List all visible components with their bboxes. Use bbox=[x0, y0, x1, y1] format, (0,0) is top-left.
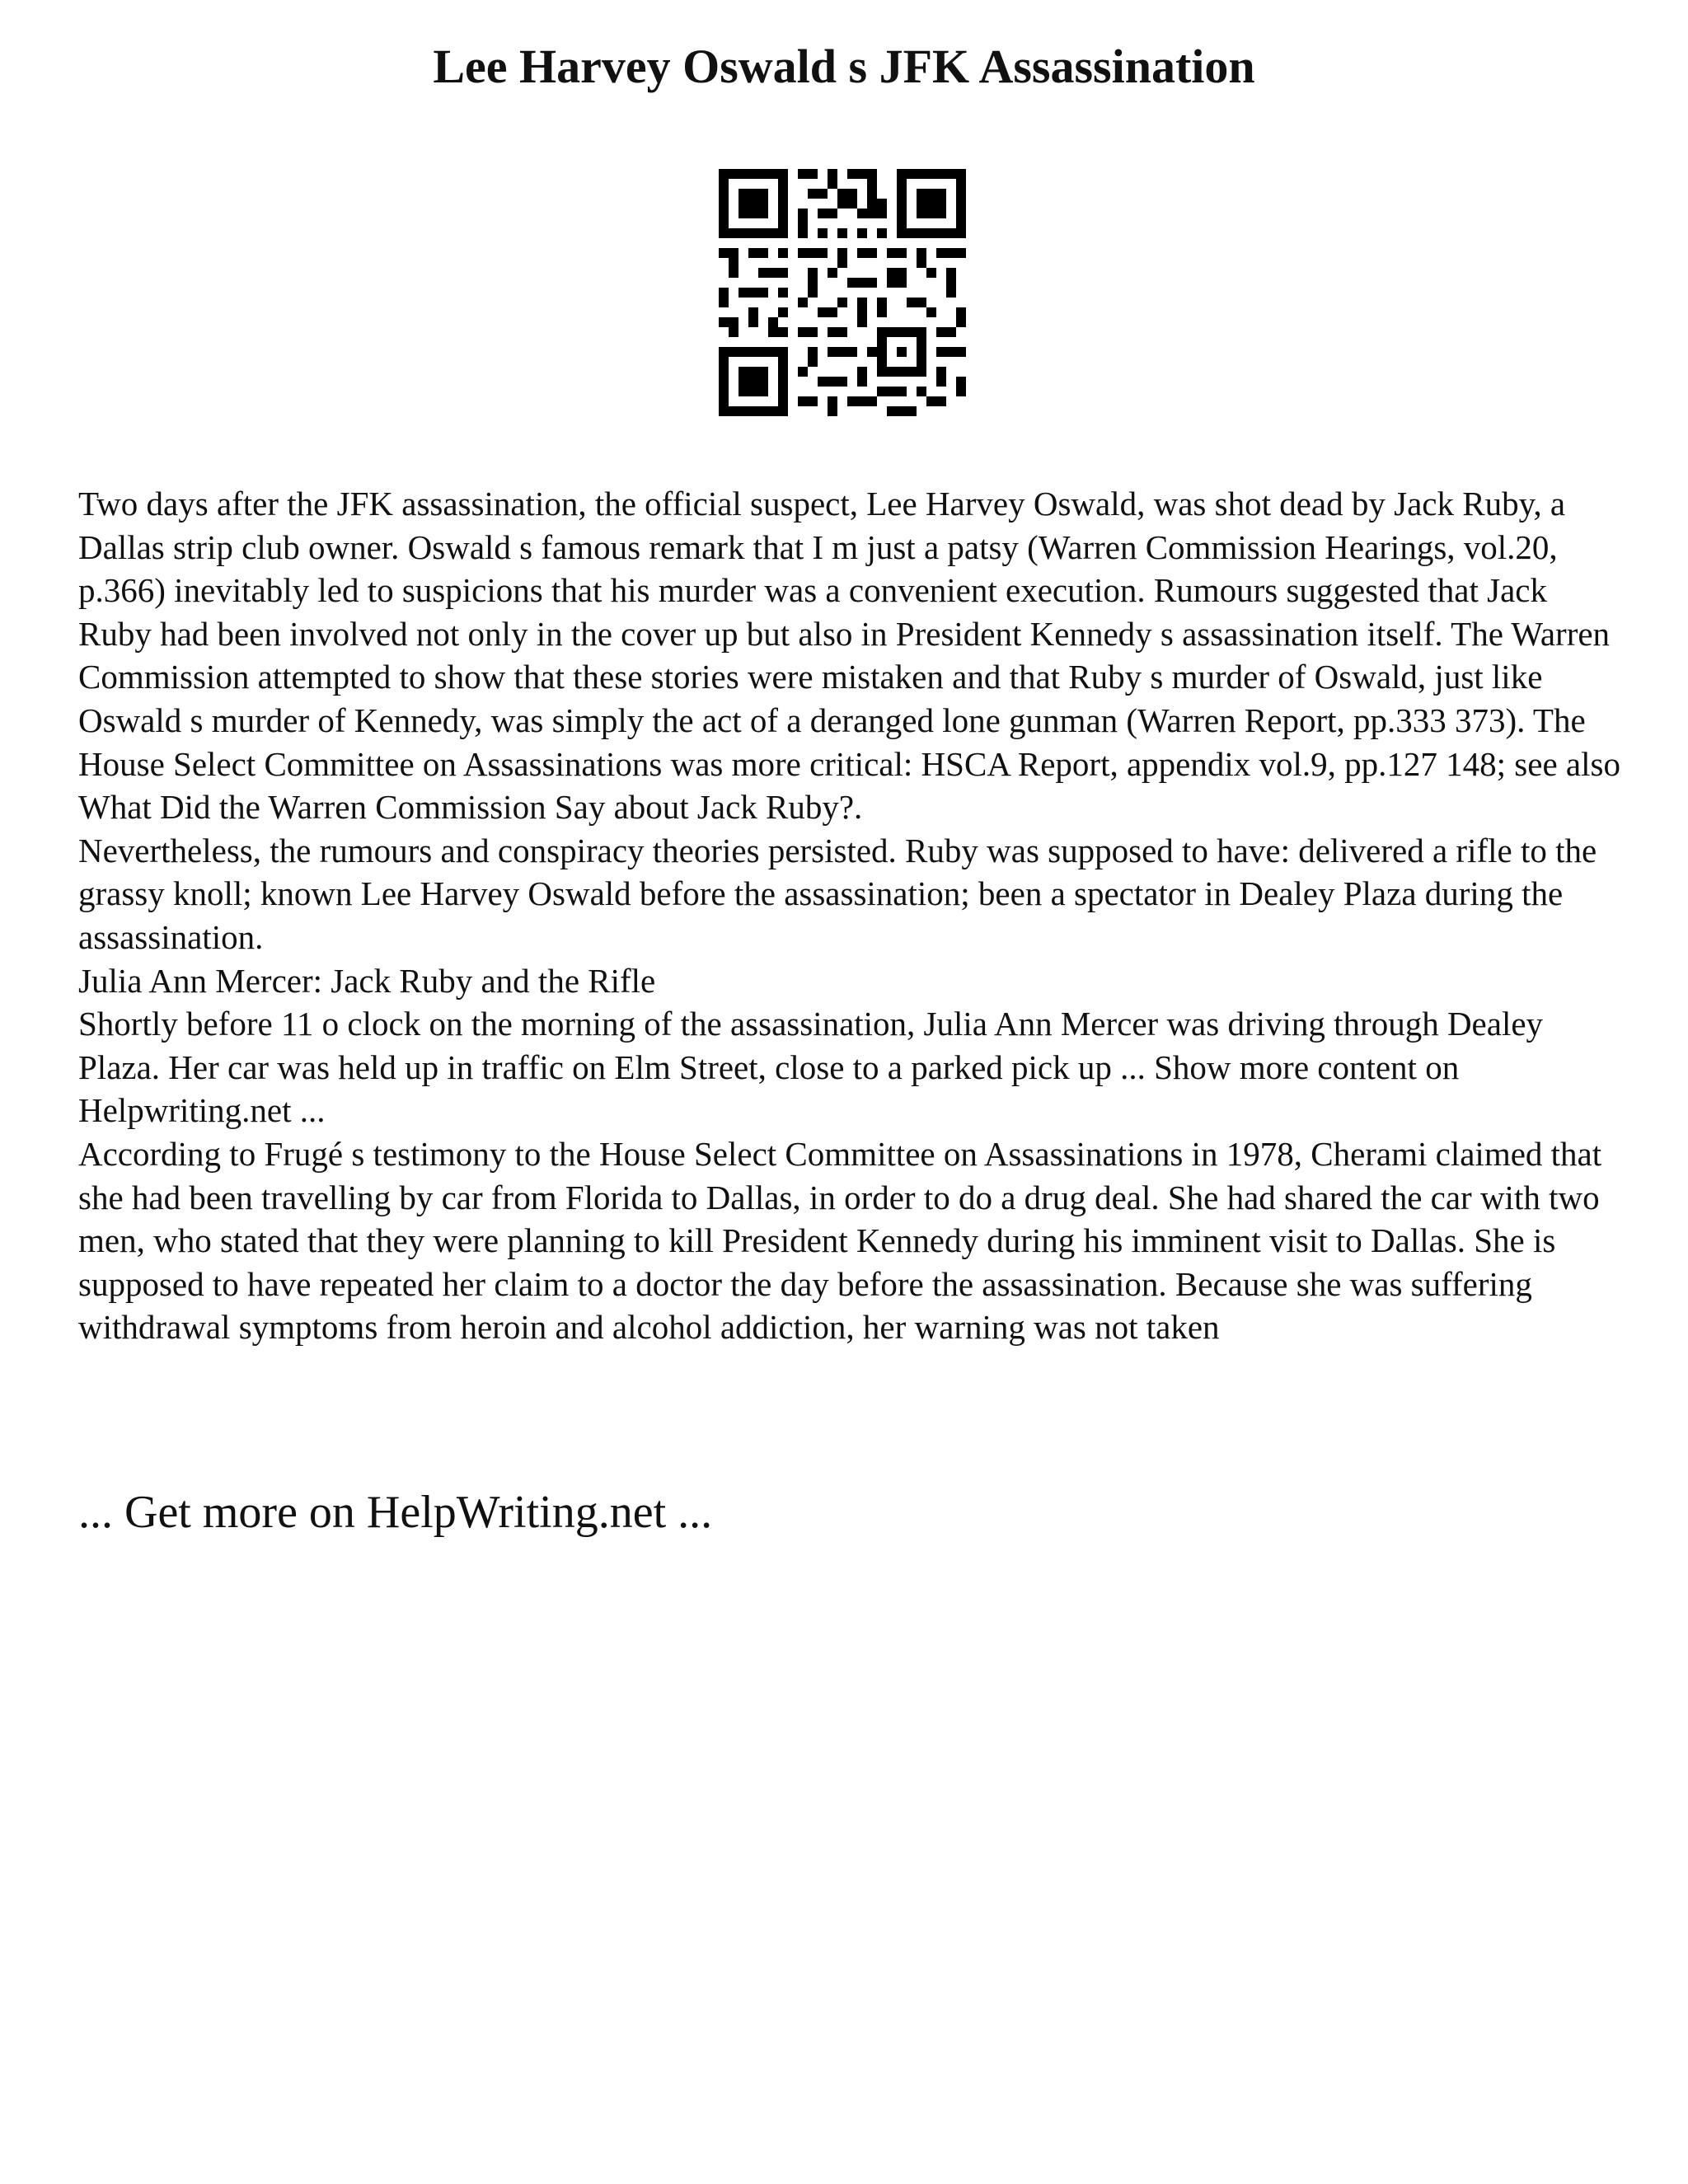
paragraph: According to Frugé s testimony to the House Select Committee on Assassinations in 1978, Cherami claimed that she had been travelling by car from Florida to Dallas, in order to do a drug deal. She had shared the car with two men, who stated that they were planning to kill President Kennedy during his imminent visit to Dallas. She is supposed to have repeated her claim to a doctor the day before the assassination. Because she was suffering withdrawal symptoms from heroin and alcohol addiction, her warning was not taken bbox=[78, 1134, 1602, 1347]
get-more-link[interactable]: ... Get more on HelpWriting.net ... bbox=[78, 1487, 713, 1538]
qr-code-icon bbox=[719, 169, 966, 416]
paragraph: Nevertheless, the rumours and conspiracy theories persisted. Ruby was supposed to have: delivered a rifle to the grassy knoll; known Lee Harvey Oswald before the assassination; been a spectator in Dealey Plaza during the assassination. bbox=[78, 831, 1597, 956]
section-heading: Julia Ann Mercer: Jack Ruby and the Rifle bbox=[78, 961, 656, 1000]
page-title: Lee Harvey Oswald s JFK Assassination bbox=[433, 40, 1255, 93]
paragraph: Two days after the JFK assassination, the official suspect, Lee Harvey Oswald, was shot dead by Jack Ruby, a Dallas strip club owner. Oswald s famous remark that I m just a patsy (Warren Commission Hearings, vol.20, p.366) inevitably led to suspicions that his murder was a convenient execution. Rumours suggested that Jack Ruby had been involved not only in the cover up but also in President Kennedy s assassination itself. The Warren Commission attempted to show that these stories were mistaken and that Ruby s murder of Oswald, just like Oswald s murder of Kennedy, was simply the act of a deranged lone gunman (Warren Report, pp.333 373). The House Select Committee on Assassinations was more critical: HSCA Report, appendix vol.9, pp.127 148; see also What Did the Warren Commission Say about Jack Ruby?. bbox=[78, 485, 1620, 827]
article-body bbox=[78, 482, 1628, 1349]
paragraph: Shortly before 11 o clock on the morning of the assassination, Julia Ann Mercer was driving through Dealey Plaza. Her car was held up in traffic on Elm Street, close to a parked pick up ... Show more content on Helpwriting.net ... bbox=[78, 1005, 1544, 1130]
